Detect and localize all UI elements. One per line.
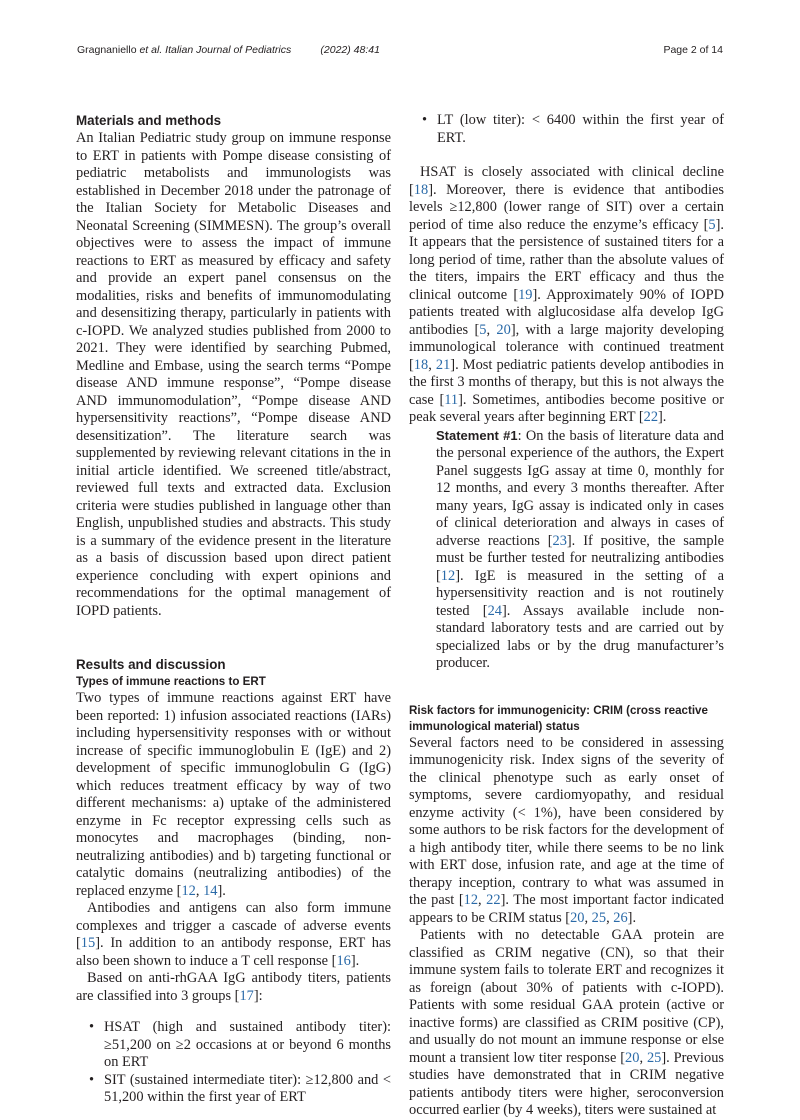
citation-link[interactable]: 25 <box>646 1049 662 1066</box>
hsat-paragraph: HSAT is closely associated with clinical decline [18]. Moreover, there is evidence that antibodies levels ≥12,800 (lower range of SIT) over a certain period of time also reduce the enzyme’s efficacy [5]. It appears that the persistence of sustained titers for a long period of time, rather than the absolute values of the titers, impairs the ERT efficacy and thus the clinical outcome [19]. Approximately 90% of IOPD patients treated with alglucosidase alfa develop IgG antibodies [5, 20], with a large majority developing immunological tolerance with continued treatment [18, 21]. Most pediatric patients develop antibodies in the first 3 months of therapy, but this is not always the case [11]. Sometimes, antibodies become positive or peak several years after beginning ERT [22]. <box>409 164 725 425</box>
citation-link[interactable]: 12 <box>440 567 456 584</box>
authors: Gragnaniello <box>77 44 140 56</box>
citation-link[interactable]: 16 <box>336 952 351 969</box>
list-item: • HSAT (high and sustained antibody titer): ≥51,200 on ≥2 occasions at or beyond 6 months on ERT <box>89 1019 391 1072</box>
results-paragraph-1: Two types of immune reactions against ERT have been reported: 1) infusion associated reactions (IARs) including hypersensitivity responses with or without increase of specific immunoglobulin E (IgE) and 2) development of specific immunoglobulin G (IgG) which reduces treatment efficacy by way of two different mechanisms: a) uptake of the administered enzyme in Fc receptor expressing cells such as monocytes and macrophages (binding, non-neutralizing antibodies) and b) targeting functional or catalytic domains (neutralizing antibodies) of the replaced enzyme [12, 14]. <box>76 690 391 899</box>
citation-link[interactable]: 22 <box>643 409 659 425</box>
citation-link[interactable]: 23 <box>552 532 567 549</box>
subheading-risk-factors: Risk factors for immunogenicity: CRIM (cross reactive immunological material) status <box>409 703 708 733</box>
titer-group-list <box>76 1019 391 1107</box>
risk-paragraph-1: Several factors need to be considered in assessing immunogenicity risk. Index signs of the severity of the clinical phenotype such as early onset of symptoms, severe cardiomyopathy, and residual enzyme activity (< 1%), have been considered by some authors to be risk factors for the development of a high antibody titer, while there seems to be no link with ERT dose, infusion rate, and age at the time of therapy inception, contrary to what was assumed in the past [12, 22]. The most important factor indicated appears to be CRIM status [20, 25, 26]. <box>409 734 724 926</box>
risk-paragraph-2: Patients with no detectable GAA protein are classified as CRIM negative (CN), so that their immune system fails to tolerate ERT and recognizes it as foreign (about 30% of patients with c-IOPD). Patients with some residual GAA protein (active or inactive forms) are classified as CRIM positive (CP), and usually do not mount an immune response or else mount a transient low titer response [20, 25]. Previous studies have demonstrated that in CRIM negative patients antibody titers were higher, seroconversion occurred earlier (by 4 weeks), titers were sustained at <box>409 927 724 1118</box>
running-header <box>77 44 723 58</box>
citation-link[interactable]: 26 <box>613 909 628 926</box>
subheading-immune-reactions: Types of immune reactions to ERT <box>76 675 266 688</box>
materials-paragraph: An Italian Pediatric study group on immune response to ERT in patients with Pompe disease consisting of pediatric metabolists and immunologists was established in December 2018 under the patronage of the Italian Society for Metabolic Diseases and Neonatal Screening (SIMMESN). The group’s overall objectives were to assess the impact of immune reactions to ERT as measured by efficacy and safety and provide an expert panel consensus on the modalities, risks and benefits of immunomodulating and desensitizing therapy, particularly in patients with c-IOPD. We analyzed studies published from 2000 to 2021. They were identified by searching Pubmed, Medline and Embase, using the search terms “Pompe disease AND immune response”, “Pompe disease AND immunomodulation”, “Pompe disease AND hypersensitivity reactions”, “Pompe disease AND desensitization”. The literature search was supplemented by reviewing relevant citations in the in initial article identified. We screened title/abstract, reviewed full texts and extracted data. Exclusion criteria were studies published in language other than English, unpublished studies and abstracts. This study is a summary of the evidence present in the literature as a basis of discussion based upon direct patient experience concluding with expert opinions and recommendations for the optimal management of IOPD patients. <box>76 130 391 619</box>
citation-link[interactable]: 20 <box>570 909 585 926</box>
citation-link[interactable]: 11 <box>444 391 459 408</box>
citation-link[interactable]: 15 <box>80 935 96 951</box>
citation-line <box>77 44 380 56</box>
list-item: • SIT (sustained intermediate titer): ≥12,800 and < 51,200 within the first year of ERT <box>89 1072 391 1107</box>
citation-link[interactable]: 12 <box>181 882 196 899</box>
citation-link[interactable]: 5 <box>708 216 716 233</box>
citation-link[interactable]: 24 <box>487 602 502 619</box>
page-number: Page 2 of 14 <box>663 44 723 56</box>
citation-link[interactable]: 18 <box>413 181 429 198</box>
citation-link[interactable]: 19 <box>518 286 533 303</box>
citation-link[interactable]: 20 <box>496 321 511 338</box>
titer-group-list-continued <box>409 112 724 147</box>
citation-link[interactable]: 21 <box>435 356 451 373</box>
results-paragraph-2: Antibodies and antigens can also form immune complexes and trigger a cascade of adverse events [15]. In addition to an antibody response, ERT has also been shown to induce a T cell response [16]. <box>76 900 391 969</box>
results-paragraph-3: Based on anti-rhGAA IgG antibody titers, patients are classified into 3 groups [17]: <box>76 970 391 1004</box>
list-item: • LT (low titer): < 6400 within the first year of ERT. <box>422 112 724 147</box>
citation-link[interactable]: 14 <box>203 882 218 899</box>
year-volume: (2022) 48:41 <box>320 44 380 56</box>
right-column <box>409 112 724 1120</box>
statement-1: Statement #1: On the basis of literature data and the personal experience of the authors, the Expert Panel suggests IgG assay at time 0, monthly for 12 months, and every 3 months thereafter. After many years, IgG assay is indicated only in cases of clinical deterioration and always in cases of adverse reactions [23]. If positive, the sample must be further tested for neutralizing antibodies [12]. IgE is measured in the setting of a hypersensitivity reaction and is not routinely tested [24]. Assays available include non-standard laboratory tests and are carried out by specialized labs or by the drug manufacturer’s producer. <box>436 427 725 671</box>
citation-link[interactable]: 25 <box>591 909 607 926</box>
citation-link[interactable]: 12 <box>463 892 479 908</box>
section-heading-results: Results and discussion <box>76 657 226 672</box>
citation-link[interactable]: 5 <box>479 321 487 338</box>
section-heading-materials: Materials and methods <box>76 113 222 128</box>
statement-label: Statement #1 <box>436 427 518 443</box>
citation-link[interactable]: 17 <box>239 987 254 1004</box>
citation-link[interactable]: 22 <box>486 892 501 908</box>
citation-link[interactable]: 18 <box>413 356 429 373</box>
left-column <box>76 112 391 1107</box>
citation-link[interactable]: 20 <box>625 1049 640 1066</box>
journal-name: et al. Italian Journal of Pediatrics <box>139 44 292 56</box>
